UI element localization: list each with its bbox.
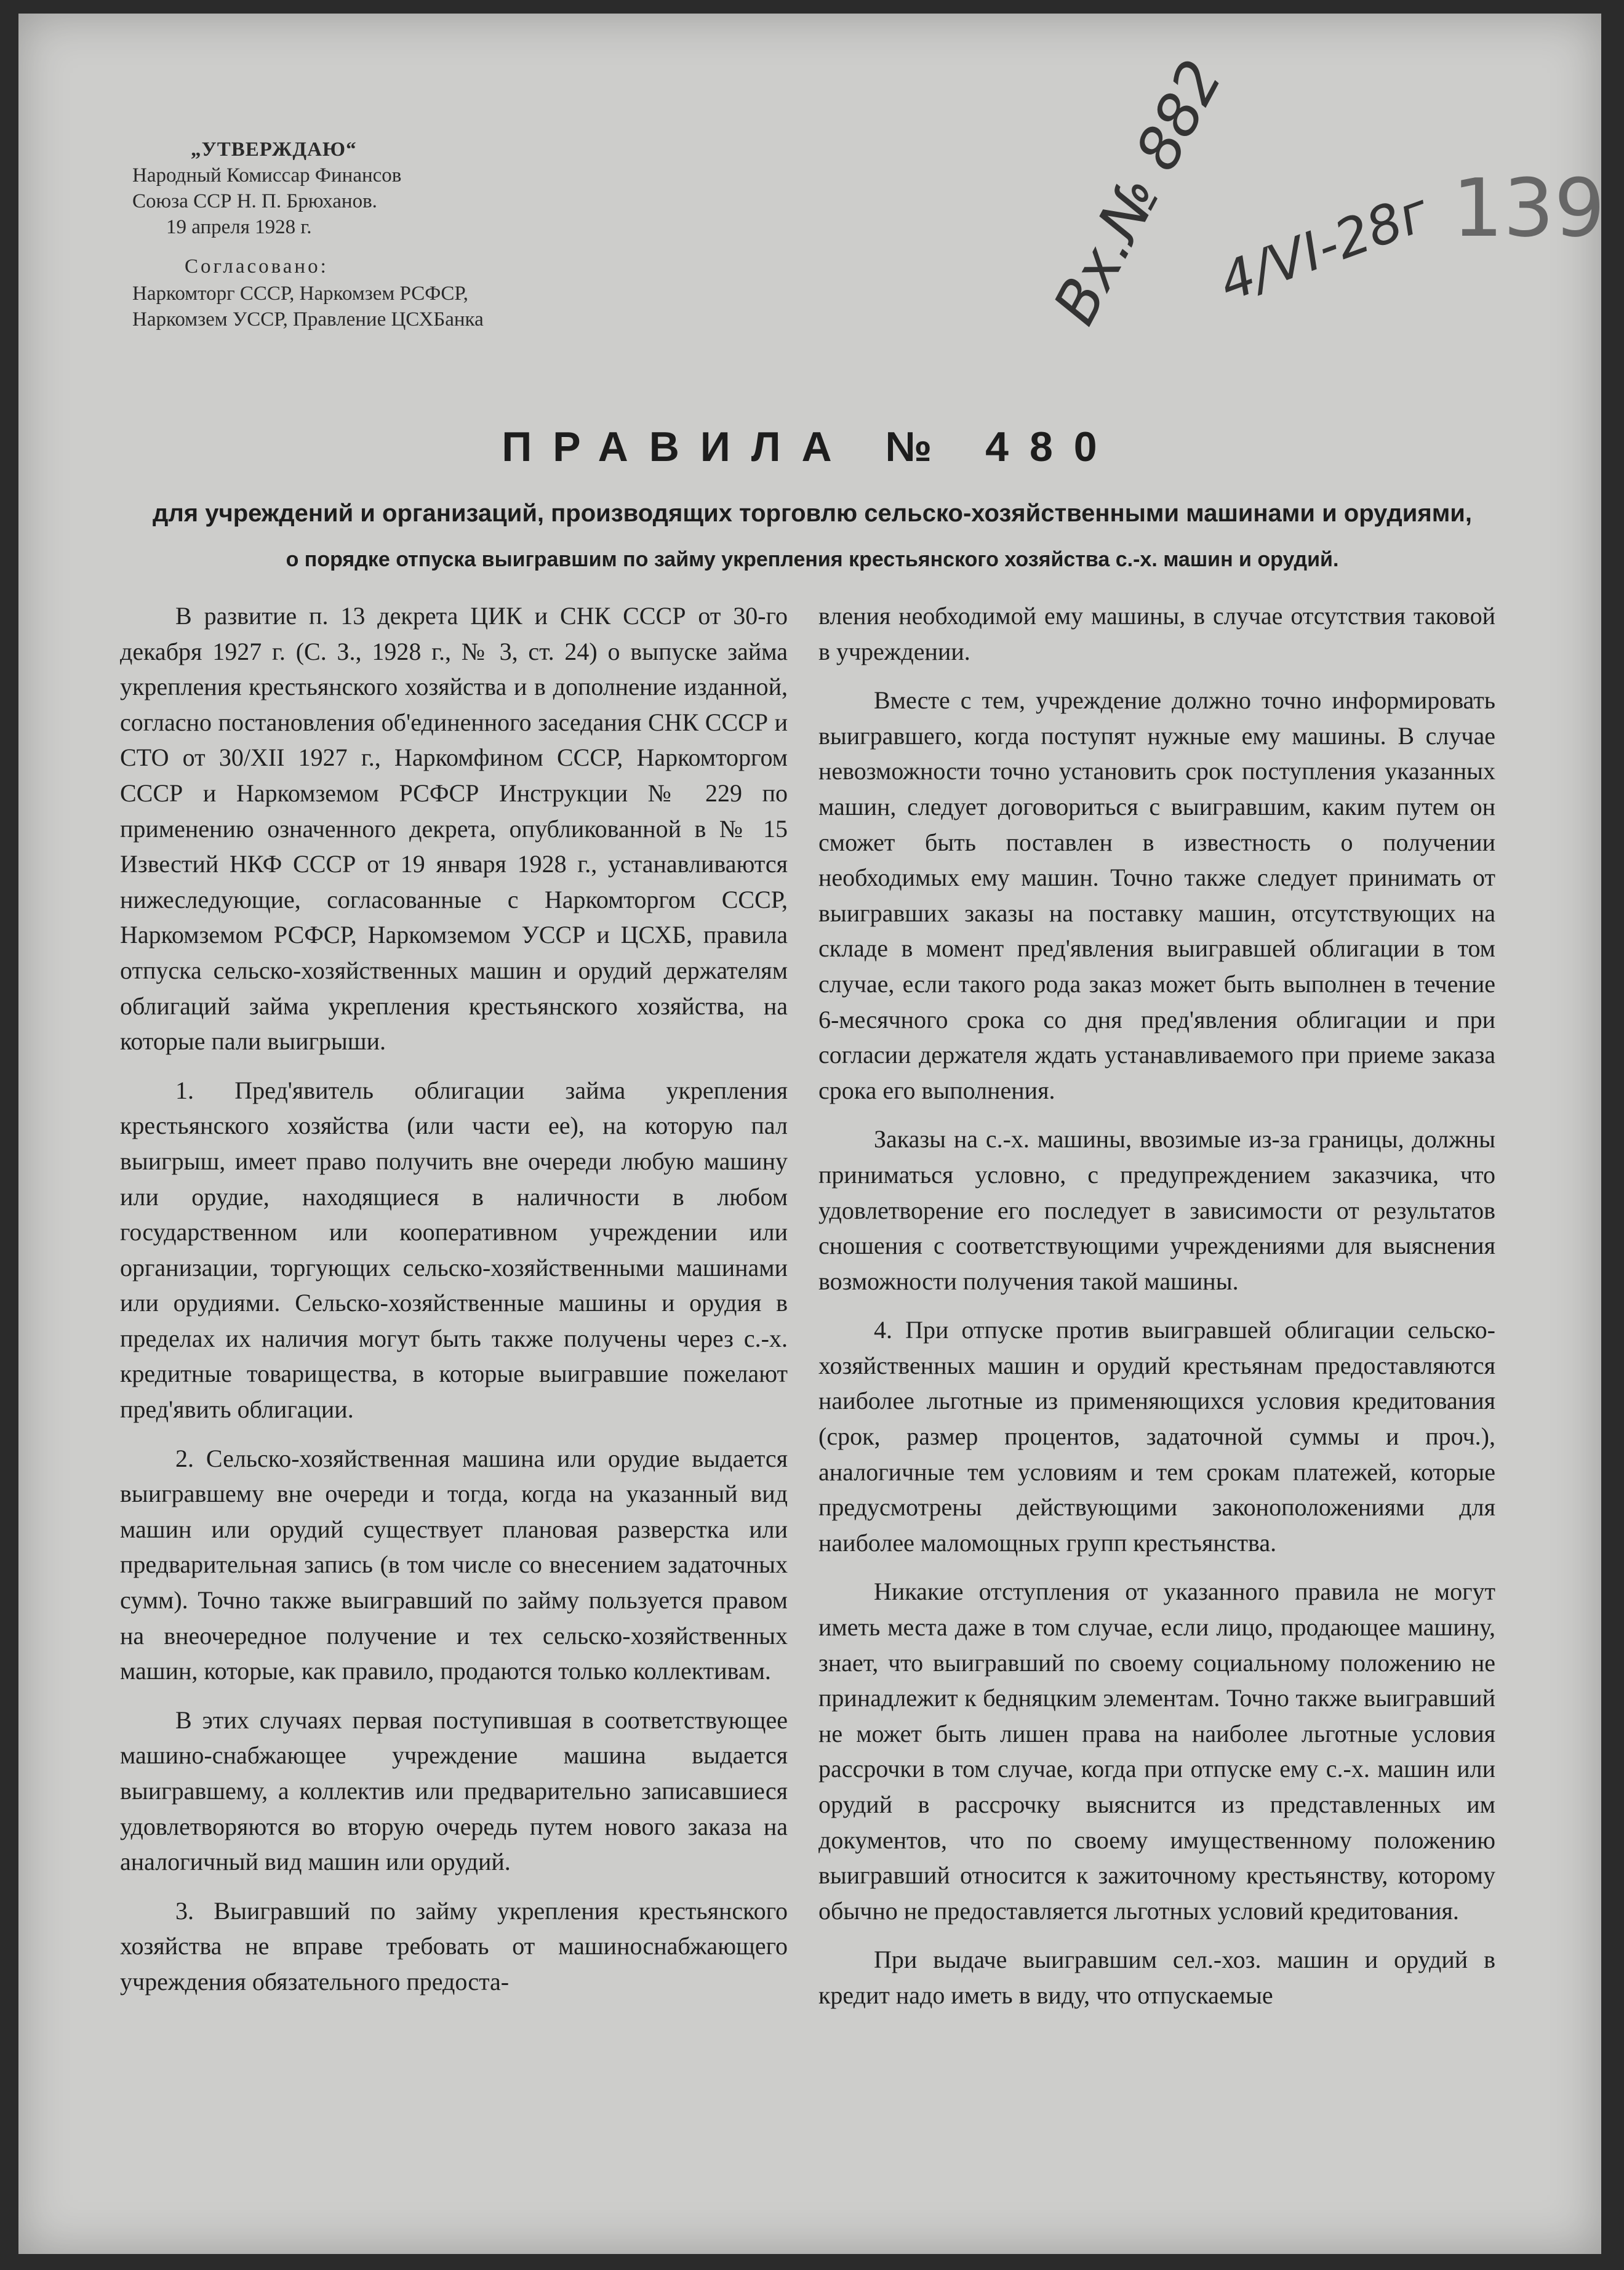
paragraph: 3. Выигравший по займу укрепления крестьянского хозяйства не вправе требовать от машиноснабжающего учреждения обязательного предоста- [120, 1896, 788, 1995]
handwritten-page-number: 139 [1452, 161, 1606, 255]
approval-heading: „УТВЕРЖДАЮ“ [191, 138, 357, 161]
approval-position: Народный Комиссар Финансов [132, 164, 402, 186]
paragraph: 1. Пред'явитель облигации займа укрепления крестьянского хозяйства (или части ее), на которую пал выигрыш, имеет право получить вне очереди любую машину или орудие, находящиеся в наличности в любом государственном или кооперативном учреждении или организации, торгующих сельско-хозяйственными машинами или орудиями. Сельско-хозяйственные машины и орудия в пределах их наличия могут быть также получены через с.-х. кредитные товарищества, в которые выигравшие пожелают пред'явить облигации. [120, 1076, 788, 1424]
handwritten-registration-number: Вх.№ 882 [1040, 49, 1236, 335]
agreed-heading: Согласовано: [185, 255, 329, 278]
approval-signatory: Союза ССР Н. П. Брюханов. [132, 190, 377, 212]
approval-block [132, 137, 514, 332]
document-subtitle: для учреждений и организаций, производящих торговлю сельско-хозяйственными машинами и орудиями, [152, 500, 1472, 527]
paragraph: В этих случаях первая поступившая в соответствующее машино-снабжающее учреждение машина выдается выигравшему, а коллектив или предварительно записавшиеся удовлетворяются во вторую очередь путем нового заказа на аналогичный вид машин или орудий. [120, 1706, 788, 1876]
right-column [818, 598, 1495, 2027]
document-title: ПРАВИЛА № 480 [502, 423, 1118, 470]
left-column [120, 598, 788, 2013]
document-subtitle-2: о порядке отпуска выигравшим по займу укрепления крестьянского хозяйства с.-х. машин и орудий. [286, 548, 1339, 571]
paragraph: Никакие отступления от указанного правила не могут иметь места даже в том случае, если лицо, продающее машину, знает, что выигравший по своему социальному положению не принадлежит к бедняцким элементам. Точно также выигравший не может быть лишен права на наиболее льготные условия рассрочки в том случае, когда при отпуске ему с.-х. машин или орудий в рассрочку выяснится из представленных им документов, что по своему имущественному положению выигравший относится к зажиточному крестьянству, которому обычно не предоставляется льготных условий кредитования. [818, 1578, 1495, 1925]
agreed-text: Наркомторг СССР, Наркомзем РСФСР, Наркомзем УССР, Правление ЦСХБанка [132, 283, 484, 331]
paragraph: 4. При отпуске против выигравшей облигации сельско-хозяйственных машин и орудий крестьянам предоставляются наиболее льготные из применяющихся условия кредитования (срок, размер процентов, задаточной суммы и проч.), аналогичные тем условиям и тем срокам платежей, которые предусмотрены действующими законоположениями для наиболее маломощных групп крестьянства. [818, 1316, 1495, 1557]
paragraph: 2. Сельско-хозяйственная машина или орудие выдается выигравшему вне очереди и тогда, когда на указанный вид машин или орудий существует плановая разверстка или предварительная запись (в том числе со внесением задаточных сумм). Точно также выигравший по займу пользуется правом на внеочередное получение и тех сельско-хозяйственных машин, которые, как правило, продаются только коллективам. [120, 1444, 788, 1685]
paragraph: Вместе с тем, учреждение должно точно информировать выигравшего, когда поступят нужные ему машины. В случае невозможности точно установить срок поступления указанных машин, следует договориться с выигравшим, каким путем он сможет быть поставлен в известность о получении необходимых ему машин. Точно также следует принимать от выигравших заказы на поставку машин, отсутствующих на складе в момент пред'явления выигравшей облигации в том случае, если такого рода заказ может быть выполнен в течение 6-месячного срока со дня пред'явления облигации и при согласии держателя ждать устанавливаемого при приеме заказа срока его выполнения. [818, 686, 1495, 1104]
document-page [18, 14, 1606, 2254]
handwritten-date: 4/VI-28г [1211, 181, 1437, 314]
paragraph: Заказы на с.-х. машины, ввозимые из-за границы, должны приниматься условно, с предупреждением заказчика, что удовлетворение его последует в зависимости от результатов сношения с соответствующими учреждениями для выяснения возможности получения такой машины. [818, 1125, 1495, 1295]
paragraph: При выдаче выигравшим сел.-хоз. машин и орудий в кредит надо иметь в виду, что отпускаемые [818, 1946, 1495, 2009]
paragraph: В развитие п. 13 декрета ЦИК и СНК СССР от 30-го декабря 1927 г. (С. З., 1928 г., № 3, ст. 24) о выпуске займа укрепления крестьянского хозяйства и в дополнение изданной, согласно постановления об'единенного заседания СНК СССР и СТО от 30/XII 1927 г., Наркомфином СССР, Наркомторгом СССР и Наркомземом РСФСР Инструкции № 229 по применению означенного декрета, опубликованной в № 15 Известий НКФ СССР от 19 января 1928 г., устанавливаются нижеследующие, согласованные с Наркомторгом СССР, Наркомземом РСФСР, Наркомземом УССР и ЦСХБ, правила отпуска сельско-хозяйственных машин и орудий держателям облигаций займа укрепления крестьянского хозяйства, на которые пали выигрыши. [120, 602, 788, 1056]
paragraph: вления необходимой ему машины, в случае отсутствия таковой в учреждении. [818, 602, 1495, 665]
approval-date: 19 апреля 1928 г. [166, 216, 312, 238]
